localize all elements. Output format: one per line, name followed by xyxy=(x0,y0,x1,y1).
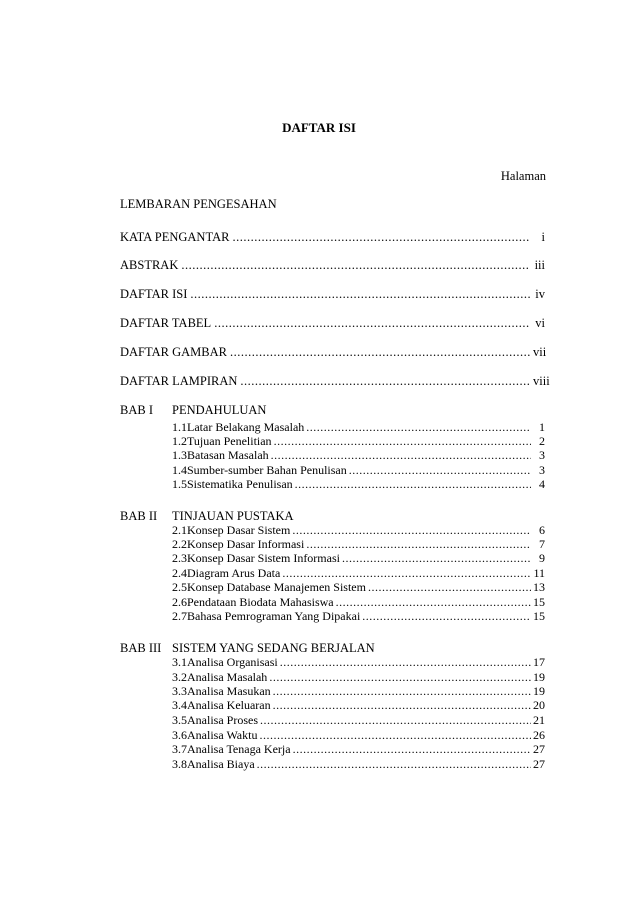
toc-entry-abstrak xyxy=(120,257,545,273)
section-number: 2.1 xyxy=(172,523,187,537)
toc-section-3-6 xyxy=(172,728,545,743)
section-label: Analisa Waktu xyxy=(187,728,258,742)
dot-leader xyxy=(280,655,531,670)
dot-leader xyxy=(342,551,531,566)
section-number: 1.2 xyxy=(172,434,187,448)
section-label: Analisa Proses xyxy=(187,713,258,727)
section-number: 3.6 xyxy=(172,728,187,742)
toc-section-3-4 xyxy=(172,698,545,713)
section-number: 3.7 xyxy=(172,742,187,756)
toc-entry-daftar-isi xyxy=(120,286,545,302)
section-number: 1.1 xyxy=(172,420,187,434)
section-number: 3.5 xyxy=(172,713,187,727)
section-label: Analisa Masalah xyxy=(187,670,268,684)
toc-section-3-7 xyxy=(172,742,545,757)
section-page: 26 xyxy=(533,728,545,742)
section-label: Analisa Tenaga Kerja xyxy=(187,742,291,756)
toc-section-1-3 xyxy=(172,448,545,463)
section-number: 2.2 xyxy=(172,537,187,551)
section-number: 2.3 xyxy=(172,551,187,565)
dot-leader xyxy=(214,315,530,331)
section-page: 3 xyxy=(539,448,545,462)
section-page: 13 xyxy=(533,580,545,594)
section-label: Analisa Organisasi xyxy=(187,655,278,669)
page-title: DAFTAR ISI xyxy=(282,120,356,135)
toc-entry-label: ABSTRAK xyxy=(120,258,179,272)
dot-leader xyxy=(240,373,530,389)
chapter-heading-bab-3 xyxy=(120,640,375,656)
dot-leader xyxy=(282,566,531,581)
dot-leader xyxy=(269,670,531,685)
page-column-header: Halaman xyxy=(500,169,546,183)
section-number: 2.5 xyxy=(172,580,187,594)
dot-leader xyxy=(293,742,531,757)
dot-leader xyxy=(273,698,531,713)
toc-entry-page: vii xyxy=(533,345,547,359)
toc-section-3-3 xyxy=(172,684,545,699)
section-page: 19 xyxy=(533,670,545,684)
toc-section-1-2 xyxy=(172,434,545,449)
section-label: Analisa Biaya xyxy=(187,757,255,771)
section-number: 3.4 xyxy=(172,698,187,712)
dot-leader xyxy=(362,609,531,624)
toc-section-2-7 xyxy=(172,609,545,624)
toc-entry-label: DAFTAR LAMPIRAN xyxy=(120,374,238,388)
toc-entry-label: DAFTAR TABEL xyxy=(120,316,212,330)
section-label: Konsep Dasar Informasi xyxy=(187,537,305,551)
dot-leader xyxy=(274,434,531,449)
toc-section-2-5 xyxy=(172,580,545,595)
toc-section-3-8 xyxy=(172,757,545,772)
section-number: 3.3 xyxy=(172,684,187,698)
section-label: Latar Belakang Masalah xyxy=(187,420,305,434)
chapter-number: BAB II xyxy=(120,509,158,523)
section-number: 2.7 xyxy=(172,609,187,623)
toc-section-3-2 xyxy=(172,670,545,685)
section-page: 1 xyxy=(539,420,545,434)
toc-section-1-4 xyxy=(172,463,545,478)
section-number: 2.4 xyxy=(172,566,187,580)
section-page: 9 xyxy=(539,551,545,565)
toc-section-2-6 xyxy=(172,595,545,610)
dot-leader xyxy=(306,537,531,552)
section-number: 3.1 xyxy=(172,655,187,669)
toc-entry-label: KATA PENGANTAR xyxy=(120,230,230,244)
toc-entry-daftar-tabel xyxy=(120,315,545,331)
section-label: Bahasa Pemrograman Yang Dipakai xyxy=(187,609,361,623)
chapter-number: BAB III xyxy=(120,641,162,655)
chapter-number: BAB I xyxy=(120,403,153,417)
chapter-title: TINJAUAN PUSTAKA xyxy=(172,509,294,523)
dot-leader xyxy=(190,286,530,302)
toc-entry-label: DAFTAR ISI xyxy=(120,287,188,301)
section-label: Pendataan Biodata Mahasiswa xyxy=(187,595,334,609)
section-label: Konsep Dasar Sistem Informasi xyxy=(187,551,340,565)
toc-entry-page: iv xyxy=(535,287,545,301)
dot-leader xyxy=(349,463,531,478)
toc-section-1-1 xyxy=(172,420,545,435)
toc-entry-page: iii xyxy=(534,258,545,272)
chapter-heading-bab-1 xyxy=(120,402,266,418)
dot-leader xyxy=(292,523,531,538)
section-label: Analisa Masukan xyxy=(187,684,271,698)
dot-leader xyxy=(230,344,530,360)
dot-leader xyxy=(257,757,531,772)
section-label: Analisa Keluaran xyxy=(187,698,271,712)
section-page: 6 xyxy=(539,523,545,537)
dot-leader xyxy=(259,728,531,743)
toc-entry-page: vi xyxy=(535,316,545,330)
toc-entry-page: i xyxy=(541,230,545,244)
section-page: 11 xyxy=(533,566,545,580)
toc-entry-label: DAFTAR GAMBAR xyxy=(120,345,228,359)
section-number: 1.4 xyxy=(172,463,187,477)
toc-section-1-5 xyxy=(172,477,545,492)
section-page: 3 xyxy=(539,463,545,477)
section-page: 15 xyxy=(533,595,545,609)
section-label: Diagram Arus Data xyxy=(187,566,281,580)
toc-entry-daftar-gambar xyxy=(120,344,545,360)
section-page: 4 xyxy=(539,477,545,491)
toc-section-3-1 xyxy=(172,655,545,670)
toc-entry-page: viii xyxy=(533,374,550,388)
dot-leader xyxy=(232,229,530,245)
toc-section-2-2 xyxy=(172,537,545,552)
section-label: Batasan Masalah xyxy=(187,448,269,462)
section-number: 3.2 xyxy=(172,670,187,684)
section-page: 2 xyxy=(539,434,545,448)
section-page: 20 xyxy=(533,698,545,712)
section-page: 15 xyxy=(533,609,545,623)
section-page: 21 xyxy=(533,713,545,727)
chapter-heading-bab-2 xyxy=(120,508,294,524)
section-page: 27 xyxy=(533,742,545,756)
dot-leader xyxy=(306,420,531,435)
section-label: Tujuan Penelitian xyxy=(187,434,272,448)
section-number: 3.8 xyxy=(172,757,187,771)
dot-leader xyxy=(336,595,531,610)
section-page: 27 xyxy=(533,757,545,771)
toc-section-3-5 xyxy=(172,713,545,728)
dot-leader xyxy=(271,448,531,463)
dot-leader xyxy=(260,713,531,728)
section-label: Konsep Dasar Sistem xyxy=(187,523,291,537)
dot-leader xyxy=(368,580,531,595)
dot-leader xyxy=(295,477,531,492)
toc-entry-lembaran-pengesahan xyxy=(120,196,277,212)
section-page: 7 xyxy=(539,537,545,551)
dot-leader xyxy=(181,257,530,273)
section-number: 2.6 xyxy=(172,595,187,609)
chapter-title: SISTEM YANG SEDANG BERJALAN xyxy=(172,641,375,655)
dot-leader xyxy=(273,684,531,699)
section-number: 1.3 xyxy=(172,448,187,462)
section-page: 17 xyxy=(533,655,545,669)
section-label: Konsep Database Manajemen Sistem xyxy=(187,580,366,594)
section-page: 19 xyxy=(533,684,545,698)
toc-section-2-4 xyxy=(172,566,545,581)
toc-entry-label: LEMBARAN PENGESAHAN xyxy=(120,197,277,211)
section-label: Sumber-sumber Bahan Penulisan xyxy=(187,463,347,477)
toc-entry-kata-pengantar xyxy=(120,229,545,245)
section-label: Sistematika Penulisan xyxy=(187,477,293,491)
toc-section-2-3 xyxy=(172,551,545,566)
section-number: 1.5 xyxy=(172,477,187,491)
toc-entry-daftar-lampiran xyxy=(120,373,550,389)
toc-section-2-1 xyxy=(172,523,545,538)
chapter-title: PENDAHULUAN xyxy=(172,403,267,417)
